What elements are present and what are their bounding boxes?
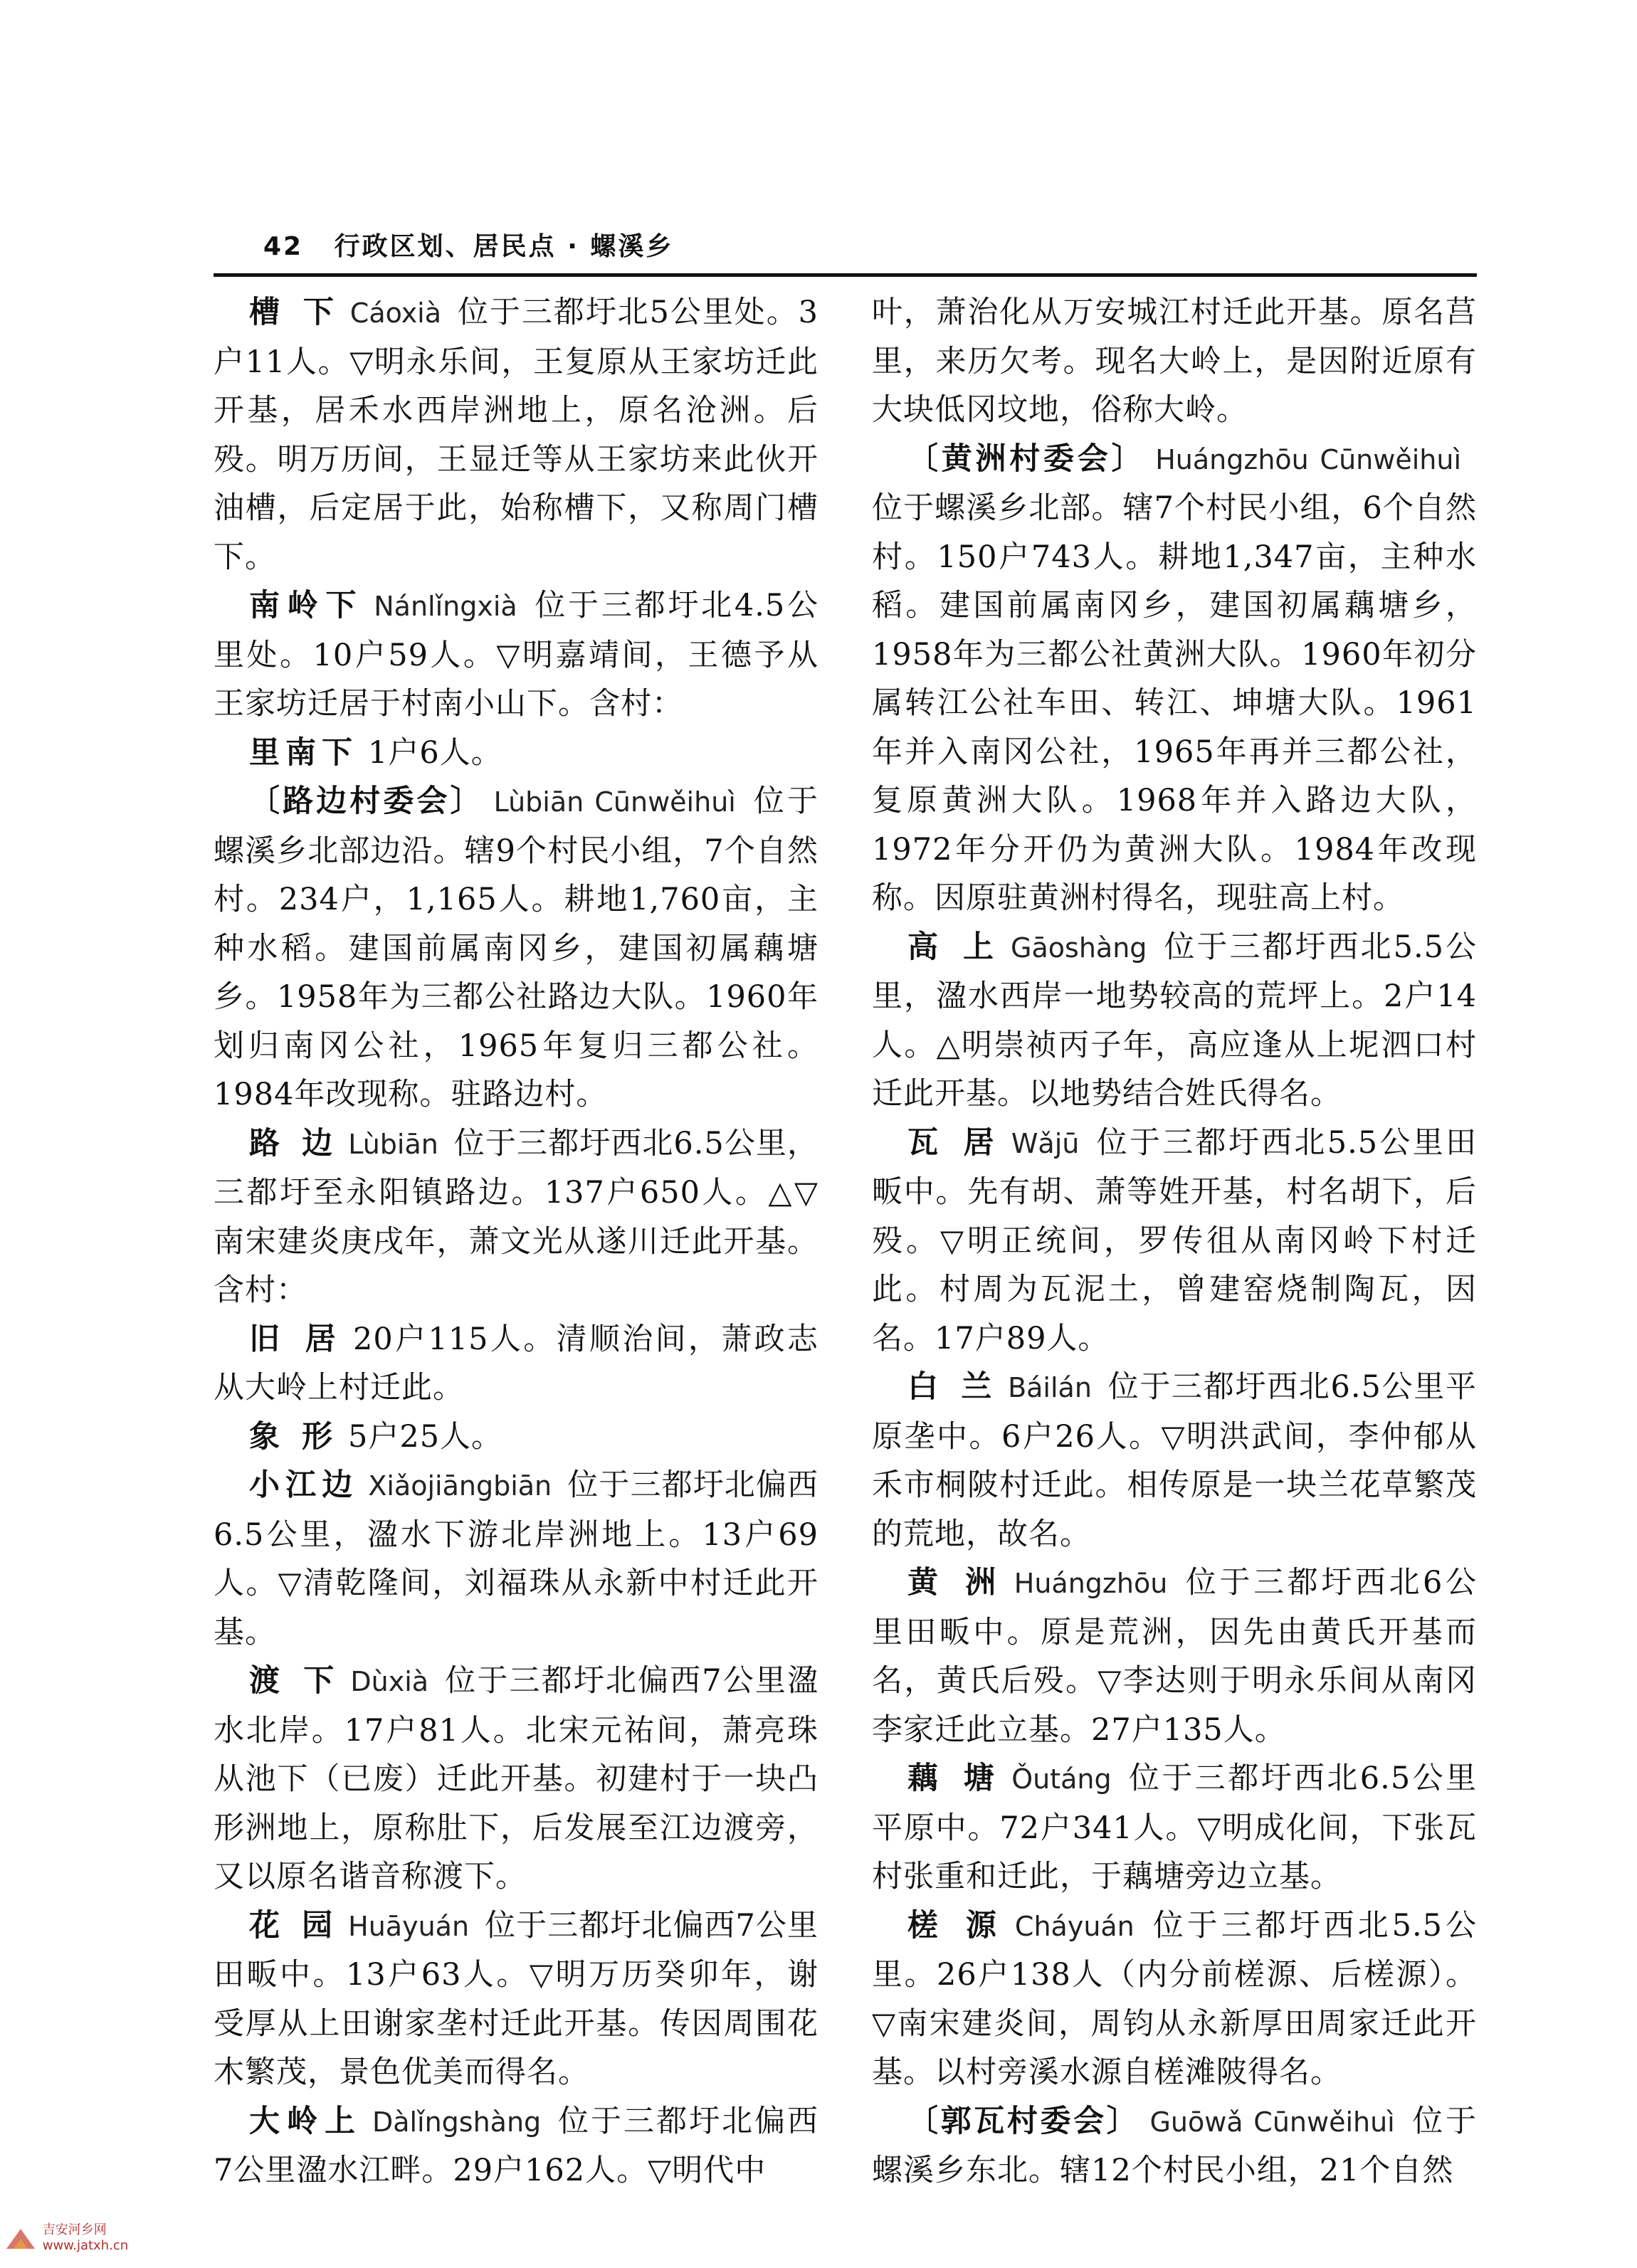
place-entry [214,288,818,581]
pinyin: Lùbiān [348,1128,438,1160]
pinyin: Nánlǐngxià [374,591,517,622]
committee-entry [872,435,1477,923]
place-entry [872,288,1477,435]
entry-text: 位于三都圩北偏西7公里溋水江畔。29户162人。▽明代中 [214,2103,819,2188]
place-name: 槎 源 [907,1907,1005,1943]
committee-name: 〔路边村委会〕 [249,784,484,819]
running-title: 行政区划、居民点 · 螺溪乡 [334,232,674,261]
pinyin: Ǒutáng [1011,1763,1112,1795]
committee-name: 〔黄洲村委会〕 [907,441,1146,477]
pinyin: Huángzhōu Cūnwěihuì [1155,443,1461,475]
entry-text: 位于三都圩北偏西7公里田畈中。13户63人。▽明万历癸卯年，谢受厚从上田谢家垄村迁此开基。传因周围花木繁茂，景色优美而得名。 [214,1907,818,2090]
entry-text: 20户115人。清顺治间，萧政志从大岭上村迁此。 [214,1321,818,1405]
place-name: 高 上 [907,929,1001,965]
entry-text: 位于三都圩西北5.5公里。26户138人（内分前槎源、后槎源）。▽南宋建炎间，周钧从永新厚田周家迁此开基。以村旁溪水源自槎滩陂得名。 [872,1907,1477,2090]
entry-text: 叶，萧治化从万安城江村迁此开基。原名莒里，来历欠考。现名大岭上，是因附近原有大块低冈坟地，俗称大岭。 [872,295,1477,428]
place-entry [214,1657,818,1902]
place-entry [214,581,818,729]
entry-text: 1户6人。 [368,734,502,771]
left-column [214,288,818,2195]
entry-text: 位于螺溪乡北部。辖7个村民小组，6个自然村。150户743人。耕地1,347亩，主种水稻。建国前属南冈乡，建国初属藕塘乡，1958年为三都公社黄洲大队。1960年初分属转江公社车田、转江、坤塘大队。1961年并入南冈公社，1965年再并三都公社，复原黄洲大队。1968年并入路边大队，1972年分开仍为黄洲大队。1984年改现称。因原驻黄洲村得名，现驻高上村。 [872,490,1477,916]
place-entry [214,729,818,778]
pinyin: Dùxià [350,1666,429,1697]
place-entry [214,1413,818,1462]
pinyin: Huángzhōu [1014,1568,1168,1599]
place-entry [872,1119,1477,1364]
page-header [263,226,673,269]
place-name: 藕 塘 [907,1761,1002,1796]
entry-text: 位于三都圩西北5.5公里，溋水西岸一地势较高的荒坪上。2户14人。△明崇祯丙子年，高应逢从上坭泗口村迁此开基。以地势结合姓氏得名。 [872,929,1477,1112]
pinyin: Wǎjū [1011,1127,1080,1159]
entry-text: 位于三都圩北偏西7公里溋水北岸。17户81人。北宋元祐间，萧亮珠从池下（已废）迁此开基。初建村于一块凸形洲地上，原称肚下，后发展至江边渡旁，又以原名谐音称渡下。 [214,1663,818,1894]
watermark [3,2220,174,2263]
pinyin: Huāyuán [348,1910,470,1942]
place-entry [872,923,1477,1119]
place-name: 槽 下 [249,295,340,330]
pinyin: Cháyuán [1014,1910,1135,1942]
place-name: 大岭上 [249,2103,362,2139]
place-name: 里南下 [249,734,358,771]
place-name: 花 园 [249,1907,339,1943]
place-entry [872,1754,1477,1902]
committee-entry [214,777,818,1119]
entry-text: 位于三都圩西北6公里田畈中。原是荒洲，因先由黄氏开基而名，黄氏后殁。▽李达则于明永乐间从南冈李家迁此立基。27户135人。 [872,1565,1477,1748]
place-name: 渡 下 [249,1663,341,1699]
place-entry [214,1461,818,1657]
entry-text: 位于三都圩北偏西6.5公里，溋水下游北岸洲地上。13户69人。▽清乾隆间，刘福珠从永新中村迁此开基。 [214,1467,819,1650]
entry-text: 位于螺溪乡东北。辖12个村民小组，21个自然 [872,2103,1478,2188]
place-name: 瓦 居 [907,1124,1001,1161]
place-entry [214,2097,818,2195]
pinyin: Xiǎojiāngbiān [368,1470,552,1502]
place-entry [872,1902,1477,2097]
place-entry [214,1315,818,1413]
header-rule [214,273,1477,277]
watermark-url: www.jatxh.cn [42,2238,129,2253]
pinyin: Gāoshàng [1011,932,1147,964]
entry-text: 位于螺溪乡北部边沿。辖9个村民小组，7个自然村。234户，1,165人。耕地1,760亩，主种水稻。建国前属南冈乡，建国初属藕塘乡。1958年为三都公社路边大队。1960年划归南冈公社，1965年复归三都公社。1984年改现称。驻路边村。 [214,784,819,1112]
place-name: 小江边 [249,1467,359,1503]
place-name: 白 兰 [907,1369,999,1405]
place-name: 象 形 [249,1418,338,1455]
entry-text: 位于三都圩北5公里处。3户11人。▽明永乐间，王复原从王家坊迁此开基，居禾水西岸洲地上，原名沧洲。后殁。明万历间，王显迁等从王家坊来此伙开油槽，后定居于此，始称槽下，又称周门槽下。 [214,295,818,575]
place-name: 旧 居 [249,1321,344,1357]
entry-text: 位于三都圩西北5.5公里田畈中。先有胡、萧等姓开基，村名胡下，后殁。▽明正统间，罗传徂从南冈岭下村迁此。村周为瓦泥土，曾建窑烧制陶瓦，因名。17户89人。 [872,1124,1477,1356]
pinyin: Cáoxià [349,297,442,329]
pinyin: Lùbiān Cūnwěihuì [493,786,736,818]
right-column [872,288,1477,2195]
watermark-text: 吉安河乡网 [42,2222,107,2237]
entry-text: 位于三都圩北4.5公里处。10户59人。▽明嘉靖间，王德予从王家坊迁居于村南小山下。含村： [214,588,819,722]
entry-text: 位于三都圩西北6.5公里平原中。72户341人。▽明成化间，下张瓦村张重和迁此，于藕塘旁边立基。 [872,1761,1477,1894]
place-name: 南岭下 [249,588,364,623]
entry-text: 位于三都圩西北6.5公里，三都圩至永阳镇路边。137户650人。△▽南宋建炎庚戌年，萧文光从遂川迁此开基。含村： [214,1125,818,1308]
pinyin: Dàlǐngshàng [372,2106,542,2138]
entry-text: 位于三都圩西北6.5公里平原垄中。6户26人。▽明洪武间，李仲郁从禾市桐陂村迁此。相传原是一块兰花草繁茂的荒地，故名。 [872,1369,1477,1552]
watermark-logo-icon [3,2220,38,2256]
place-name: 路 边 [249,1125,339,1161]
place-entry [214,1119,818,1315]
pinyin: Guōwǎ Cūnwěihuì [1149,2106,1395,2138]
page-number: 42 [263,232,304,261]
place-name: 黄 洲 [907,1565,1004,1600]
entry-text: 5户25人。 [347,1418,503,1455]
committee-entry [872,2097,1477,2195]
place-entry [872,1363,1477,1558]
place-entry [214,1902,818,2097]
committee-name: 〔郭瓦村委会〕 [907,2103,1140,2139]
place-entry [872,1558,1477,1754]
pinyin: Báilán [1008,1372,1092,1403]
